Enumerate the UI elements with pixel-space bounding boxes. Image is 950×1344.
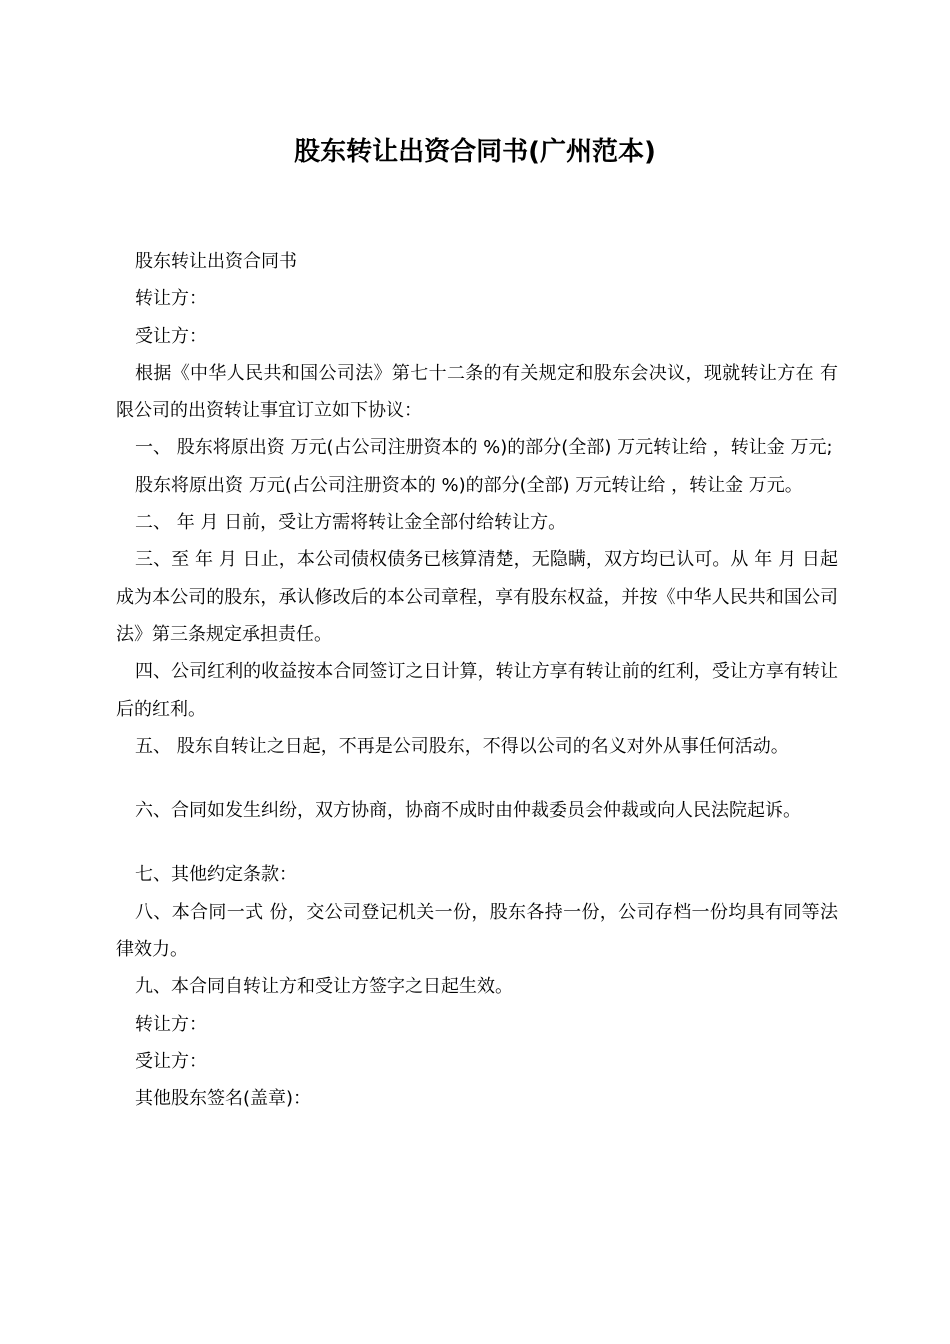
document-title: 股东转让出资合同书(广州范本)	[294, 137, 656, 167]
clause-8-paragraph: 八、本合同一式 份，交公司登记机关一份，股东各持一份，公司存档一份均具有同等法律效力。	[116, 901, 838, 961]
preamble-paragraph: 根据《中华人民共和国公司法》第七十二条的有关规定和股东会决议，现就转让方在 有限公司的出资转让事宜订立如下协议：	[116, 362, 838, 422]
clause-6-paragraph: 六、合同如发生纠纷，双方协商，协商不成时由仲裁委员会仲裁或向人民法院起诉。	[135, 800, 801, 822]
transferor-line: 转让方：	[135, 288, 207, 310]
clause-7-paragraph: 七、其他约定条款：	[135, 864, 297, 886]
signature-transferor-line: 转让方：	[135, 1013, 207, 1035]
contract-heading-paragraph: 股东转让出资合同书	[135, 251, 297, 272]
clause-1-paragraph: 一、 股东将原出资 万元(占公司注册资本的 %)的部分(全部) 万元转让给 ，转让金 万元;	[135, 437, 833, 459]
clause-3-paragraph: 三、至 年 月 日止，本公司债权债务已核算清楚，无隐瞒，双方均已认可。从 年 月 日起 成为本公司的股东，承认修改后的本公司章程，享有股东权益，并按《中华人民共和国公司法》第三条规定承担责任。	[116, 549, 838, 645]
signature-transferee-line: 受让方：	[135, 1050, 207, 1072]
document-body	[116, 243, 838, 1118]
clause-2-paragraph: 二、 年 月 日前，受让方需将转让金全部付给转让方。	[135, 512, 567, 534]
clause-4-paragraph: 四、公司红利的收益按本合同签订之日计算，转让方享有转让前的红利，受让方享有转让后的红利。	[116, 661, 838, 720]
transferee-line: 受让方：	[135, 325, 207, 347]
clause-1-continued-paragraph: 股东将原出资 万元(占公司注册资本的 %)的部分(全部) 万元转让给 ，转让金 万元。	[135, 474, 803, 496]
clause-5-paragraph: 五、 股东自转让之日起，不再是公司股东，不得以公司的名义对外从事任何活动。	[135, 735, 789, 757]
clause-9-paragraph: 九、本合同自转让方和受让方签字之日起生效。	[135, 976, 513, 998]
other-shareholders-signature-line: 其他股东签名(盖章)：	[135, 1088, 312, 1110]
